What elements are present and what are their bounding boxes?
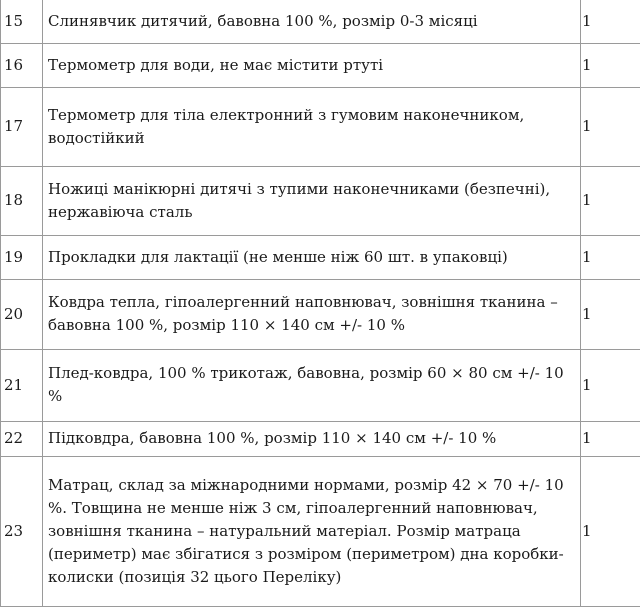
item-description: Плед-ковдра, 100 % трикотаж, бавовна, розмір 60 × 80 см +/- 10 % [43, 349, 581, 421]
item-description: Ножиці манікюрні дитячі з тупими наконечниками (безпечні), нержавіюча сталь [43, 166, 581, 235]
row-number: 20 [1, 279, 43, 349]
item-quantity: 1 [581, 0, 640, 43]
row-number: 18 [1, 166, 43, 235]
item-description: Підковдра, бавовна 100 %, розмір 110 × 140 см +/- 10 % [43, 421, 581, 456]
item-quantity: 1 [581, 166, 640, 235]
row-number: 15 [1, 0, 43, 43]
table-row [1, 456, 640, 606]
table-row [1, 166, 640, 235]
table-row [1, 349, 640, 421]
item-quantity: 1 [581, 87, 640, 166]
table-row [1, 43, 640, 87]
item-description: Термометр для води, не має містити ртуті [43, 43, 581, 87]
item-quantity: 1 [581, 279, 640, 349]
row-number: 19 [1, 235, 43, 279]
row-number: 16 [1, 43, 43, 87]
table-row [1, 235, 640, 279]
row-number: 21 [1, 349, 43, 421]
item-quantity: 1 [581, 43, 640, 87]
item-quantity: 1 [581, 456, 640, 606]
table-row [1, 421, 640, 456]
table-row [1, 87, 640, 166]
table-row [1, 0, 640, 43]
item-description: Ковдра тепла, гіпоалергенний наповнювач, зовнішня тканина – бавовна 100 %, розмір 110 × 140 см +/- 10 % [43, 279, 581, 349]
item-quantity: 1 [581, 349, 640, 421]
table-row [1, 279, 640, 349]
item-description: Прокладки для лактації (не менше ніж 60 шт. в упаковці) [43, 235, 581, 279]
item-description: Термометр для тіла електронний з гумовим наконечником, водостійкий [43, 87, 581, 166]
item-description: Слинявчик дитячий, бавовна 100 %, розмір 0-3 місяці [43, 0, 581, 43]
item-description: Матрац, склад за міжнародними нормами, розмір 42 × 70 +/- 10 %. Товщина не менше ніж 3 см, гіпоалергенний наповнювач, зовнішня тканина – натуральний матеріал. Розмір матраца (периметр) має збігатися з розміром (периметром) дна коробки-колиски (позиція 32 цього Переліку) [43, 456, 581, 606]
item-quantity: 1 [581, 235, 640, 279]
row-number: 17 [1, 87, 43, 166]
item-quantity: 1 [581, 421, 640, 456]
row-number: 22 [1, 421, 43, 456]
row-number: 23 [1, 456, 43, 606]
